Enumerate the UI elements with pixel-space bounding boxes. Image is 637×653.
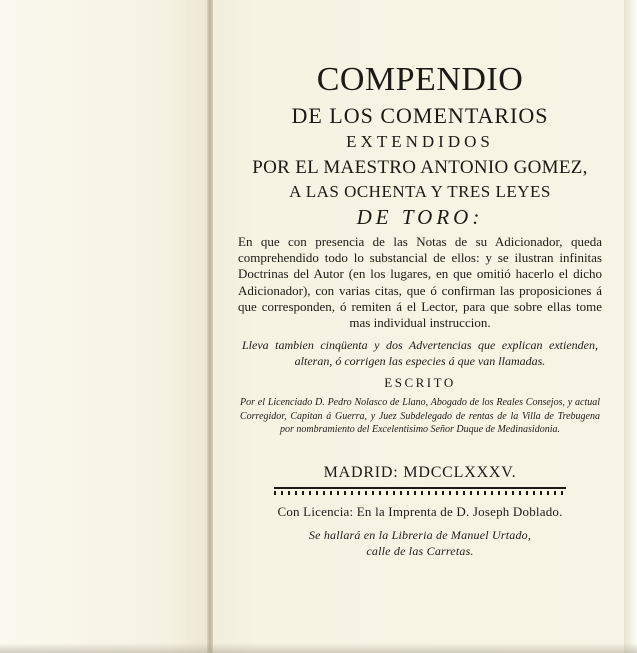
sale-info-line-2: calle de las Carretas. (366, 543, 474, 558)
sale-info-line-1: Se hallará en la Libreria de Manuel Urtado, (308, 527, 532, 542)
page-edge (624, 0, 637, 653)
author-line: POR EL MAESTRO ANTONIO GOMEZ, (252, 157, 588, 178)
title-page-text (232, 60, 608, 559)
subtitle-line-1: DE LOS COMENTARIOS (291, 103, 549, 128)
escrito-label: ESCRITO (384, 375, 456, 391)
advertencias-paragraph: Lleva tambien cinqüenta y dos Advertencias que explican extienden, alteran, ó corrigen las especies á que van llamadas. (242, 338, 598, 368)
bottom-shadow (0, 643, 637, 653)
book-title: COMPENDIO (316, 61, 524, 98)
laws-line: A LAS OCHENTA Y TRES LEYES (289, 182, 551, 201)
place-line: DE TORO: (356, 205, 484, 229)
subtitle-line-2: EXTENDIDOS (346, 132, 494, 151)
imprint-line: MADRID: MDCCLXXXV. (323, 463, 517, 481)
left-page (0, 0, 209, 653)
ornamental-rule (274, 487, 566, 497)
author-details: Por el Licenciado D. Pedro Nolasco de Llano, Abogado de los Reales Consejos, y actual Corregidor, Capitan á Guerra, y Juez Subdelegado de rentas de la Villa de Trebugena por nombramiento del Excelentisimo Señor Duque de Medinasidonia. (240, 397, 600, 436)
description-paragraph: En que con presencia de las Notas de su Adicionador, queda comprehendido todo lo substancial de ellos: y se ilustran infinitas Doctrinas del Autor (en los lugares, en que omitió hacerlo el dicho Adicionador), con varias citas, que ó confirman las proposiciones á que corresponden, ó remiten á el Lector, para que sobre ellas tome mas individual instruccion. (238, 234, 602, 331)
license-line: Con Licencia: En la Imprenta de D. Joseph Doblado. (277, 503, 563, 519)
